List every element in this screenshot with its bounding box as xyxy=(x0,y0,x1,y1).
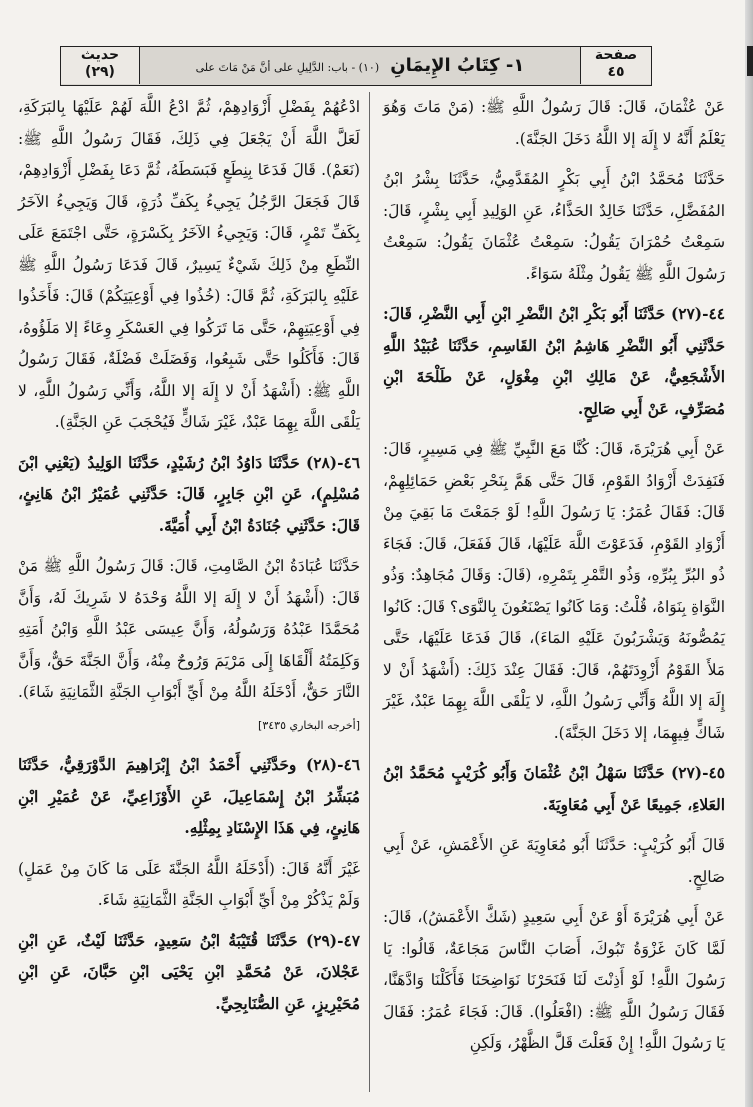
paragraph: عَنْ أَبِي هُرَيْرَةَ أَوْ عَنْ أَبِي سَعِيدٍ (شَكَّ الأَعْمَشُ)، قَالَ: لَمَّا كَانَ غَزْوَةُ تَبُوكَ، أَصَابَ النَّاسَ مَجَاعَةٌ، قَالُوا: يَا رَسُولَ اللَّهِ! لَوْ أَذِنْتَ لَنَا فَنَحَرْنَا نَوَاضِحَنَا فَأَكَلْنَا وَادَّهَنَّا، فَقَالَ رَسُولُ اللَّهِ ﷺ: (افْعَلُوا). قَالَ: فَجَاءَ عُمَرُ: فَقَالَ يَا رَسُولَ اللَّهِ! إِنْ فَعَلْتَ قَلَّ الظَّهْرُ، وَلَكِنِ xyxy=(383,908,725,1052)
book-title: ١- كِتَابُ الإِيمَانِ xyxy=(390,55,525,76)
page-number-box xyxy=(580,47,651,84)
paragraph: ٤٥-(٢٧) حَدَّثَنَا سَهْلُ ابْنُ عُثْمَانَ وَأَبُو كُرَيْبٍ مُحَمَّدُ ابْنُ العَلاءِ، جَمِيعًا عَنْ أَبِي مُعَاوِيَةَ. xyxy=(383,764,725,814)
paragraph: ٤٦-(٢٨) وحَدَّثَنِي أَحْمَدُ ابْنُ إِبْرَاهِيمَ الدَّوْرَقِيُّ، حَدَّثَنَا مُبَشِّرُ ابْنُ إِسْمَاعِيلَ، عَنِ الأَوْزَاعِيِّ، عَنْ عُمَيْرِ ابْنِ هَانِئٍ، فِي هَذَا الإِسْنَادِ بِمِثْلِهِ. xyxy=(18,756,360,837)
page-number: ٤٥ xyxy=(607,64,625,80)
paragraph: عَنْ أَبِي هُرَيْرَةَ، قَالَ: كُنَّا مَعَ النَّبِيِّ ﷺ فِي مَسِيرٍ، قَالَ: فَنَفِدَتْ أَزْوَادُ القَوْمِ، قَالَ حَتَّى هَمَّ بِنَحْرِ بَعْضِ حَمَائِلِهِمْ، قَالَ: فَقَالَ عُمَرُ: يَا رَسُولَ اللَّهِ! لَوْ جَمَعْتَ مَا بَقِيَ مِنْ أَزْوَادِ القَوْمِ، فَدَعَوْتَ اللَّهَ عَلَيْهَا، قَالَ فَفَعَلَ، قَالَ: فَجَاءَ ذُو البُرِّ بِبُرِّهِ، وَذُو التَّمْرِ بِتَمْرِهِ، (قَالَ: وَقَالَ مُجَاهِدٌ: وَذُو النَّوَاةِ بِنَوَاهُ، قُلْتُ: وَمَا كَانُوا يَصْنَعُونَ بِالنَّوَى؟ قَالَ: كَانُوا يَمُصُّونَهُ وَيَشْرَبُونَ عَلَيْهِ المَاءَ)، قَالَ فَدَعَا عَلَيْهَا، حَتَّى مَلأَ القَوْمُ أَزْوِدَتَهُمْ، قَالَ: فَقَالَ عِنْدَ ذَلِكَ: (أَشْهَدُ أَنْ لا إِلَهَ إلا اللَّهُ وَأَنِّي رَسُولُ اللَّهِ، لا يَلْقَى اللَّهَ بِهِمَا عَبْدٌ، غَيْرَ شَاكٍّ فِيهِمَا، إلا دَخَلَ الجَنَّةَ). xyxy=(383,440,725,742)
paragraph-text: حَدَّثَنَا عُبَادَةُ ابْنُ الصَّامِتِ، قَالَ: قَالَ رَسُولُ اللَّهِ ﷺ مَنْ قَالَ: (أَشْهَدُ أَنْ لا إِلَهَ إلا اللَّهُ وَحْدَهُ لا شَرِيكَ لَهُ، وَأَنَّ مُحَمَّدًا عَبْدُهُ وَرَسُولُهُ، وَأَنَّ عِيسَى عَبْدُ اللَّهِ وَابْنُ أَمَتِهِ وَكَلِمَتُهُ أَلْقَاهَا إِلَى مَرْيَمَ وَرُوحٌ مِنْهُ، وَأَنَّ الجَنَّةَ حَقٌّ، وَأَنَّ النَّارَ حَقٌّ، أَدْخَلَهُ اللَّهُ مِنْ أَيِّ أَبْوَابِ الجَنَّةِ الثَّمَانِيَةِ شَاءَ). xyxy=(18,557,360,701)
thumb-tab xyxy=(747,46,753,76)
paragraph: ٤٧-(٢٩) حَدَّثَنَا قُتَيْبَةُ ابْنُ سَعِيدٍ، حَدَّثَنَا لَيْثٌ، عَنِ ابْنِ عَجْلانَ، عَنْ مُحَمَّدِ ابْنِ يَحْيَى ابْنِ حَبَّانَ، عَنِ ابْنِ مُحَيْرِيزٍ، عَنِ الصُّنَابِحِيِّ. xyxy=(18,931,360,1013)
page-label: صفحة xyxy=(594,47,638,63)
paragraph: قَالَ أَبُو كُرَيْبٍ: حَدَّثَنَا أَبُو مُعَاوِيَةَ عَنِ الأَعْمَشِ، عَنْ أَبِي صَالِحٍ. xyxy=(383,836,725,886)
paragraph: ٤٤-(٢٧) حَدَّثَنَا أَبُو بَكْرِ ابْنُ النَّضْرِ ابْنِ أَبِي النَّضْرِ، قَالَ: حَدَّثَنِي أَبُو النَّضْرِ هَاشِمُ ابْنُ القَاسِمِ، حَدَّثَنَا عُبَيْدُ اللَّهِ الأَشْجَعِيُّ، عَنْ مَالِكِ ابْنِ مِغْوَلٍ، عَنْ طَلْحَةَ ابْنِ مُصَرِّفٍ، عَنْ أَبِي صَالِحٍ. xyxy=(383,305,725,418)
reference: [أخرجه البخاري ٣٤٣٥] xyxy=(258,718,360,732)
paragraph: ٤٦-(٢٨) حَدَّثَنَا دَاوُدُ ابْنُ رُشَيْدٍ، حَدَّثَنَا الوَلِيدُ (يَعْنِي ابْنَ مُسْلِمٍ)، عَنِ ابْنِ جَابِرٍ، قَالَ: حَدَّثَنِي عُمَيْرُ ابْنُ هَانِئٍ، قَالَ: حَدَّثَنِي جُنَادَةُ ابْنُ أَبِي أُمَيَّةَ. xyxy=(18,453,360,535)
hadith-label: حديث xyxy=(80,47,120,63)
hadith-number: (٢٩) xyxy=(85,64,115,80)
hadith-number-box xyxy=(61,47,140,84)
page-edge xyxy=(745,0,753,1107)
paragraph: حَدَّثَنَا مُحَمَّدُ ابْنُ أَبِي بَكْرٍ المُقَدَّمِيُّ، حَدَّثَنَا بِشْرُ ابْنُ المُفَضَّلِ، حَدَّثَنَا خَالِدٌ الحَذَّاءُ، عَنِ الوَلِيدِ أَبِي بِشْرٍ، قَالَ: سَمِعْتُ حُمْرَانَ يَقُولُ: سَمِعْتُ عُثْمَانَ يَقُولُ: سَمِعْتُ رَسُولَ اللَّهِ ﷺ يَقُولُ مِثْلَهُ سَوَاءً. xyxy=(383,170,725,283)
chapter-title: (١٠) - باب: الدَّلِيلِ على أنَّ مَنْ مَاتَ على xyxy=(195,61,380,74)
column-divider xyxy=(369,92,370,1092)
paragraph xyxy=(18,551,360,741)
paragraph: غَيْرَ أَنَّهُ قَالَ: (أَدْخَلَهُ اللَّهُ الجَنَّةَ عَلَى مَا كَانَ مِنْ عَمَلٍ) وَلَمْ يَذْكُرْ مِنْ أَيِّ أَبْوَابِ الجَنَّةِ الثَّمَانِيَةِ شَاءَ. xyxy=(18,859,360,909)
page-header xyxy=(60,46,652,86)
header-title xyxy=(141,47,579,84)
left-column xyxy=(18,92,360,1029)
paragraph: ادْعُهُمْ بِفَضْلِ أَزْوَادِهِمْ، ثُمَّ ادْعُ اللَّهَ لَهُمْ عَلَيْهَا بِالبَرَكَةِ، لَعَلَّ اللَّهَ أَنْ يَجْعَلَ فِي ذَلِكَ، فَقَالَ رَسُولُ اللَّهِ ﷺ: (نَعَمْ). قَالَ فَدَعَا بِنِطَعٍ فَبَسَطَهُ، ثُمَّ دَعَا بِفَضْلِ أَزْوَادِهِمْ، قَالَ فَجَعَلَ الرَّجُلُ يَجِيءُ بِكَفِّ ذُرَةٍ، قَالَ وَيَجِيءُ الآخَرُ بِكَفِّ تَمْرٍ، قَالَ: وَيَجِيءُ الآخَرُ بِكَسْرَةٍ، حَتَّى اجْتَمَعَ عَلَى النِّطَعِ مِنْ ذَلِكَ شَيْءٌ يَسِيرٌ، قَالَ فَدَعَا رَسُولُ اللَّهِ ﷺ عَلَيْهِ بِالبَرَكَةِ، ثُمَّ قَالَ: (خُذُوا فِي أَوْعِيَتِكُمْ) قَالَ: فَأَخَذُوا فِي أَوْعِيَتِهِمْ، حَتَّى مَا تَرَكُوا فِي العَسْكَرِ وِعَاءً إلا مَلَؤُوهُ، قَالَ: فَأَكَلُوا حَتَّى شَبِعُوا، وَفَضَلَتْ فَضْلَةٌ، فَقَالَ رَسُولُ اللَّهِ ﷺ: (أَشْهَدُ أَنْ لا إِلَهَ إلا اللَّهُ، وَأَنِّي رَسُولُ اللَّهِ، لا يَلْقَى اللَّهَ بِهِمَا عَبْدٌ، غَيْرَ شَاكٍّ فَيُحْجَبَ عَنِ الجَنَّةِ). xyxy=(18,98,360,431)
paragraph: عَنْ عُثْمَانَ، قَالَ: قَالَ رَسُولُ اللَّهِ ﷺ: (مَنْ مَاتَ وَهُوَ يَعْلَمُ أَنَّهُ لا إِلَهَ إلا اللَّهُ دَخَلَ الجَنَّةَ). xyxy=(383,98,725,148)
right-column xyxy=(383,92,725,1069)
